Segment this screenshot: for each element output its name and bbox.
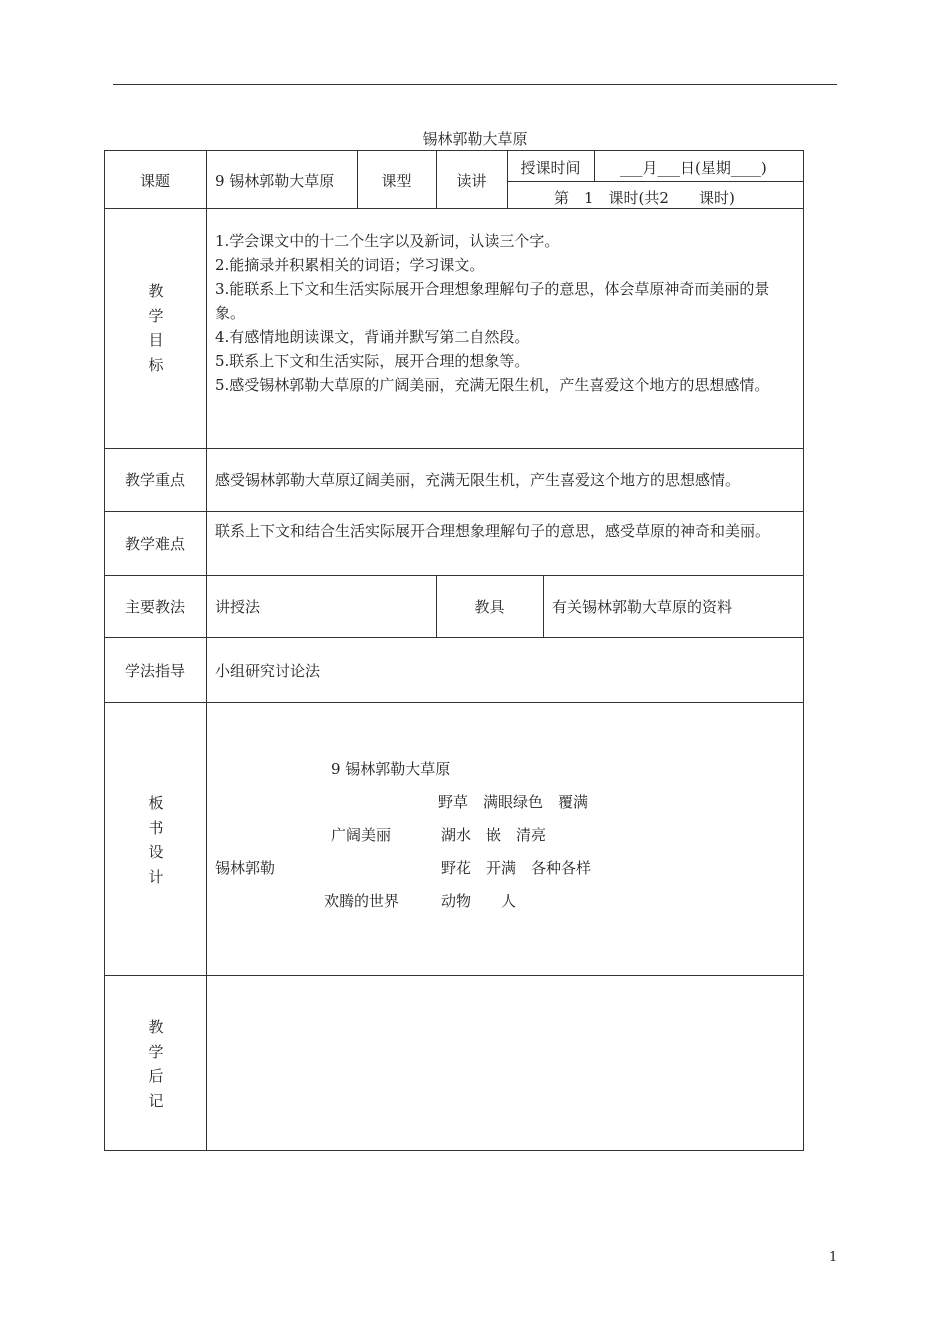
topic-value: 9 锡林郭勒大草原 [215,172,335,190]
label-char: 记 [148,1091,164,1110]
study-guide-value: 小组研究讨论法 [215,662,321,680]
methods-value: 讲授法 [215,598,261,616]
board-row: 动物 人 [441,892,517,910]
row-divider [104,208,804,209]
row-divider [104,448,804,449]
topic-label: 课题 [139,172,170,190]
board-root: 锡林郭勒 [215,859,276,877]
row-divider [104,575,804,576]
label-char: 书 [148,818,164,837]
label-char: 计 [148,867,164,886]
board-heading: 9 锡林郭勒大草原 [331,760,451,778]
key-points-text: 感受锡林郭勒大草原辽阔美丽，充满无限生机，产生喜爱这个地方的思想感情。 [215,471,741,489]
board-row: 野花 开满 各种各样 [441,859,592,877]
page-number: 1 [829,1250,838,1265]
tools-label: 教具 [474,598,505,616]
col-divider [206,150,207,1151]
methods-label: 主要教法 [124,598,185,616]
header-rule [113,84,837,85]
label-char: 学 [148,1042,164,1061]
col-divider [594,150,595,181]
reflection-label [141,1015,171,1113]
board-branch: 欢腾的世界 [324,892,400,910]
board-design-label [141,791,171,889]
page-title: 锡林郭勒大草原 [422,130,528,148]
objective-item: 1.学会课文中的十二个生字以及新词，认读三个字。 [215,232,560,250]
label-char: 设 [148,843,164,861]
study-guide-label: 学法指导 [124,662,185,680]
objective-item: 5.联系上下文和生活实际，展开合理的想象等。 [215,352,530,370]
row-divider [507,181,804,182]
board-row: 野草 满眼绿色 覆满 [438,793,589,811]
objective-item: 2.能摘录并积累相关的词语；学习课文。 [215,256,485,274]
row-divider [104,975,804,976]
objectives-label [141,279,171,377]
label-char: 后 [148,1067,164,1085]
tools-value: 有关锡林郭勒大草原的资料 [552,598,733,616]
label-char: 目 [148,331,164,349]
difficulties-label: 教学难点 [124,535,185,553]
type-value: 读讲 [456,172,487,190]
row-divider [104,637,804,638]
label-char: 教 [148,282,164,300]
objective-item: 5.感受锡林郭勒大草原的广阔美丽，充满无限生机，产生喜爱这个地方的思想感情。 [215,376,770,394]
difficulties-text: 联系上下文和结合生活实际展开合理想象理解句子的意思，感受草原的神奇和美丽。 [215,522,771,540]
row-divider [104,702,804,703]
key-points-label: 教学重点 [124,471,185,489]
objectives-list [215,229,798,397]
period-value: 第 1 课时(共2 课时) [554,189,735,207]
objective-item: 3.能联系上下文和生活实际展开合理想象理解句子的意思，体会草原神奇而美丽的景象。 [215,280,770,322]
label-char: 教 [148,1018,164,1036]
board-row: 湖水 嵌 清亮 [441,826,547,844]
col-divider [543,575,544,637]
type-label: 课型 [381,172,412,190]
board-branch: 广阔美丽 [331,826,392,844]
date-value: ___月___日(星期____) [620,159,767,177]
objective-item: 4.有感情地朗读课文，背诵并默写第二自然段。 [215,328,530,346]
row-divider [104,511,804,512]
label-char: 标 [148,355,164,374]
label-char: 学 [148,306,164,325]
time-label: 授课时间 [520,159,581,177]
label-char: 板 [148,794,164,812]
